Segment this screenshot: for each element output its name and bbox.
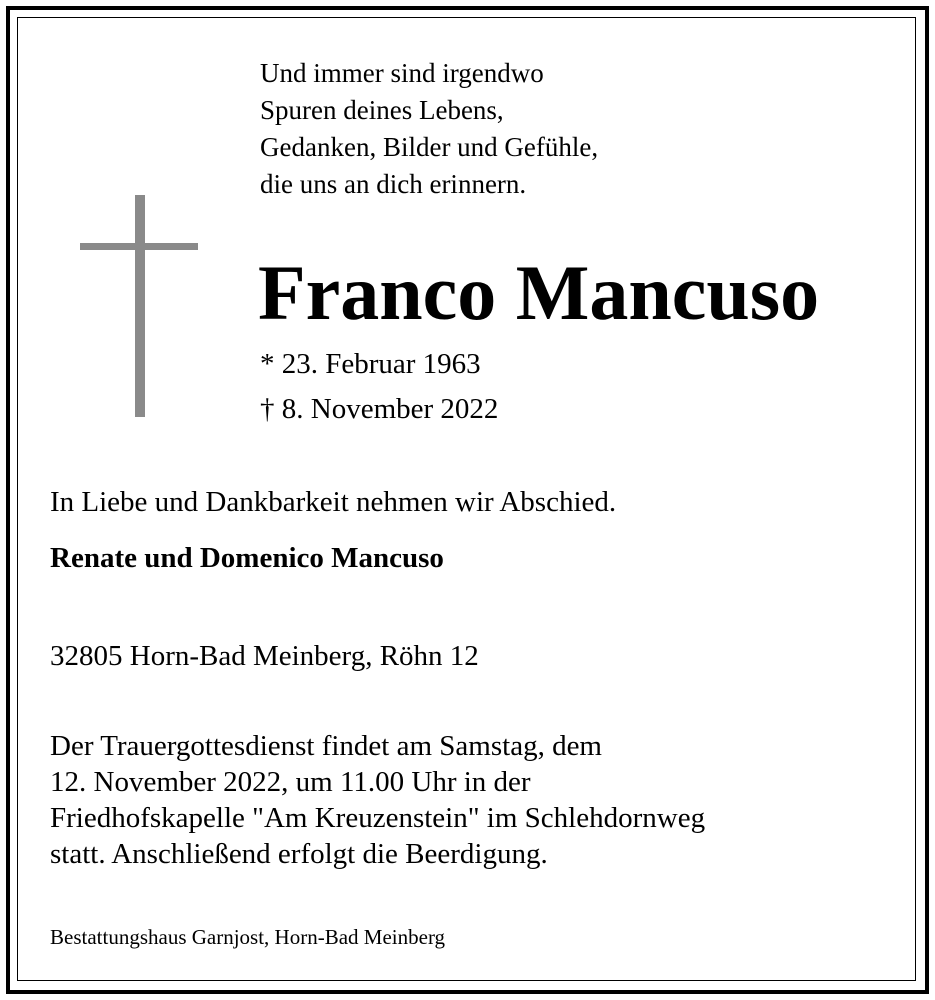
poem-line: Und immer sind irgendwo xyxy=(260,58,544,88)
death-date: † 8. November 2022 xyxy=(260,393,499,425)
cross-vertical-bar xyxy=(135,195,145,417)
life-dates xyxy=(260,342,498,432)
funeral-service-info xyxy=(50,728,705,872)
service-line: Friedhofskapelle "Am Kreuzenstein" im Schlehdornweg xyxy=(50,802,706,834)
poem-line: Gedanken, Bilder und Gefühle, xyxy=(260,132,599,162)
service-line: statt. Anschließend erfolgt die Beerdigung. xyxy=(50,838,548,870)
family-address: 32805 Horn-Bad Meinberg, Röhn 12 xyxy=(50,640,479,672)
poem-line: die uns an dich erinnern. xyxy=(260,169,527,199)
service-line: 12. November 2022, um 11.00 Uhr in der xyxy=(50,766,531,798)
farewell-text: In Liebe und Dankbarkeit nehmen wir Abschied. xyxy=(50,486,617,518)
cross-horizontal-bar xyxy=(80,243,198,250)
birth-date: * 23. Februar 1963 xyxy=(260,348,481,380)
poem xyxy=(260,55,598,203)
service-line: Der Trauergottesdienst findet am Samstag, dem xyxy=(50,730,602,762)
funeral-home: Bestattungshaus Garnjost, Horn-Bad Meinberg xyxy=(50,925,446,949)
cross-icon xyxy=(80,195,198,417)
family-names: Renate und Domenico Mancuso xyxy=(50,542,444,574)
deceased-name: Franco Mancuso xyxy=(258,249,820,336)
poem-line: Spuren deines Lebens, xyxy=(260,95,504,125)
